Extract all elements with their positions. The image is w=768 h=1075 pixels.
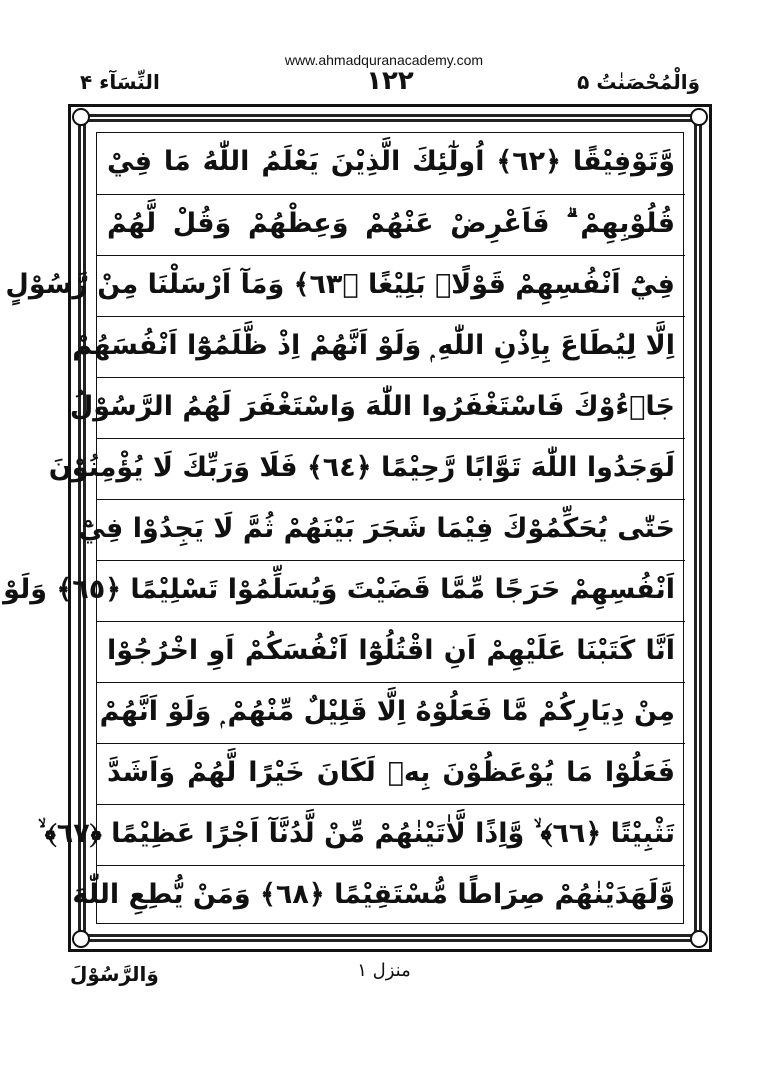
corner-ornament-icon [72,930,90,948]
catchword: وَالرَّسُوْلَ [70,962,159,986]
text-line: وَّلَهَدَيْنٰهُمْ صِرَاطًا مُّسْتَقِيْمًا ﴿٦٨﴾ وَمَنْ يُّطِعِ اللّٰهَ [97,865,685,926]
text-line: اَنَّا كَتَبْنَا عَلَيْهِمْ اَنِ اقْتُلُوْٓا اَنْفُسَكُمْ اَوِ اخْرُجُوْا [97,621,685,682]
text-line: حَتّٰى يُحَكِّمُوْكَ فِيْمَا شَجَرَ بَيْنَهُمْ ثُمَّ لَا يَجِدُوْا فِيْٓ [97,499,685,560]
text-line: وَّتَوْفِيْقًا ﴿٦٢﴾ اُولٰٓئِكَ الَّذِيْنَ يَعْلَمُ اللّٰهُ مَا فِيْ [107,146,675,177]
text-line: فَعَلُوْا مَا يُوْعَظُوْنَ بِهٖ لَكَانَ خَيْرًا لَّهُمْ وَاَشَدَّ [97,743,685,804]
site-url[interactable]: www.ahmadquranacademy.com [284,52,484,68]
text-line: لَوَجَدُوا اللّٰهَ تَوَّابًا رَّحِيْمًا ﴿٦٤﴾ فَلَا وَرَبِّكَ لَا يُؤْمِنُوْنَ [97,438,685,499]
corner-ornament-icon [72,108,90,126]
text-line: اَنْفُسِهِمْ حَرَجًا مِّمَّا قَضَيْتَ وَيُسَلِّمُوْا تَسْلِيْمًا ﴿٦٥﴾ وَلَوْ [97,560,685,621]
text-line: جَاۗءُوْكَ فَاسْتَغْفَرُوا اللّٰهَ وَاسْتَغْفَرَ لَهُمُ الرَّسُوْلُ [97,377,685,438]
text-line: تَثْبِيْتًا ﴿٦٦﴾ ۙ وَّاِذًا لَّاٰتَيْنٰهُمْ مِّنْ لَّدُنَّآ اَجْرًا عَظِيْمًا ﴿٦٧﴾ ۙ [97,804,685,865]
text-line: قُلُوْبِهِمْ ۗ فَاَعْرِضْ عَنْهُمْ وَعِظْهُمْ وَقُلْ لَّهُمْ [97,194,685,255]
corner-ornament-icon [690,930,708,948]
text-line: فِيْٓ اَنْفُسِهِمْ قَوْلًاۢ بَلِيْغًا ﴿٦٣﴾ وَمَآ اَرْسَلْنَا مِنْ رَّسُوْلٍ [97,255,685,316]
juz-name: وَالْمُحْصَنٰتُ ۵ [577,70,700,94]
text-panel [3,132,684,924]
manzil-label: منزل ۱ [357,960,411,981]
surah-name: النِّسَآء ۴ [80,70,160,94]
page-header [80,66,700,100]
text-line: مِنْ دِيَارِكُمْ مَّا فَعَلُوْهُ اِلَّا قَلِيْلٌ مِّنْهُمْ ۭ وَلَوْ اَنَّهُمْ [97,682,685,743]
text-line: اِلَّا لِيُطَاعَ بِاِذْنِ اللّٰهِ ۭ وَلَوْ اَنَّهُمْ اِذْ ظَّلَمُوْٓا اَنْفُسَهُمْ [97,316,685,377]
page-number: ۱۲۲ [366,66,414,96]
corner-ornament-icon [690,108,708,126]
